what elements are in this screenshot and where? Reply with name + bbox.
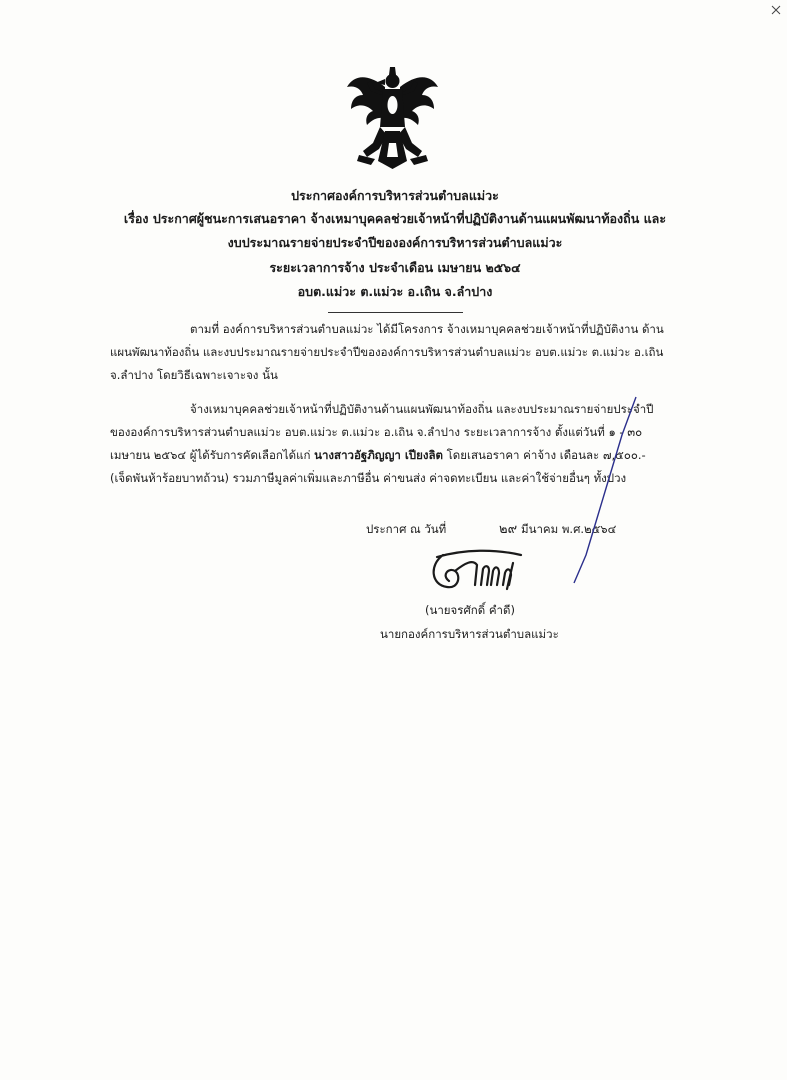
signer-name: (นายจรศักดิ์ คำดี) bbox=[425, 603, 515, 617]
paragraph-1-text: ตามที่ องค์การบริหารส่วนตำบลแม่วะ ได้มีโครงการ จ้างเหมาบุคคลช่วยเจ้าหน้าที่ปฏิบัติงาน ด้านแผนพัฒนาท้องถิ่น และงบประมาณรายจ่ายประจำปีขององค์การบริหารส่วนตำบลแม่วะ อบต.แม่วะ ต.แม่วะ อ.เถิน จ.ลำปาง โดยวิธีเฉพาะเจาะจง นั้น bbox=[110, 322, 664, 382]
document-title: ประกาศองค์การบริหารส่วนตำบลแม่วะ bbox=[291, 188, 499, 203]
header-divider bbox=[328, 312, 463, 313]
signer-title: นายกองค์การบริหารส่วนตำบลแม่วะ bbox=[380, 627, 559, 641]
period-line: ระยะเวลาการจ้าง ประจำเดือน เมษายน ๒๕๖๔ bbox=[269, 260, 521, 275]
winner-name: นางสาวอัฐภิญญา เปียงลิต bbox=[314, 448, 443, 462]
paragraph-1 bbox=[110, 318, 670, 387]
signature-icon bbox=[425, 545, 545, 593]
paragraph-2 bbox=[110, 398, 670, 490]
announce-date-prefix: ประกาศ ณ วันที่ bbox=[366, 522, 447, 536]
announce-date-suffix: มีนาคม พ.ศ.๒๕๖๔ bbox=[521, 522, 617, 536]
announce-day: ๒๙ bbox=[499, 522, 518, 537]
subject-line-cont: งบประมาณรายจ่ายประจำปีขององค์การบริหารส่วนตำบลแม่วะ bbox=[227, 235, 563, 250]
paragraph-2-text-a: จ้างเหมาบุคคลช่วยเจ้าหน้าที่ปฏิบัติงานด้านแผนพัฒนาท้องถิ่น และงบประมาณรายจ่ายประจำปี ขององค์การบริหารส่วนตำบลแม่วะ อบต.แม่วะ ต.แม่วะ อ.เถิน จ.ลำปาง ระยะเวลาการจ้าง ตั้งแต่วันที่ ๑ - ๓๐ เมษายน ๒๕๖๔ ผู้ได้รับการคัดเลือกได้แก่ bbox=[110, 402, 654, 462]
location-line: อบต.แม่วะ ต.แม่วะ อ.เถิน จ.ลำปาง bbox=[297, 284, 493, 299]
garuda-emblem-icon bbox=[345, 65, 440, 173]
paragraph-2-text-b: โดยเสนอราคา ค่าจ้าง เดือนละ ๗,๕๐๐.- (เจ็ดพันห้าร้อยบาทถ้วน) รวมภาษีมูลค่าเพิ่มและภาษีอื่น ค่าขนส่ง ค่าจดทะเบียน และค่าใช้จ่ายอื่นๆ ทั้งปวง bbox=[110, 448, 646, 485]
corner-mark bbox=[770, 4, 782, 16]
subject-line: เรื่อง ประกาศผู้ชนะการเสนอราคา จ้างเหมาบุคคลช่วยเจ้าหน้าที่ปฏิบัติงานด้านแผนพัฒนาท้องถิ่น และ bbox=[123, 211, 667, 226]
